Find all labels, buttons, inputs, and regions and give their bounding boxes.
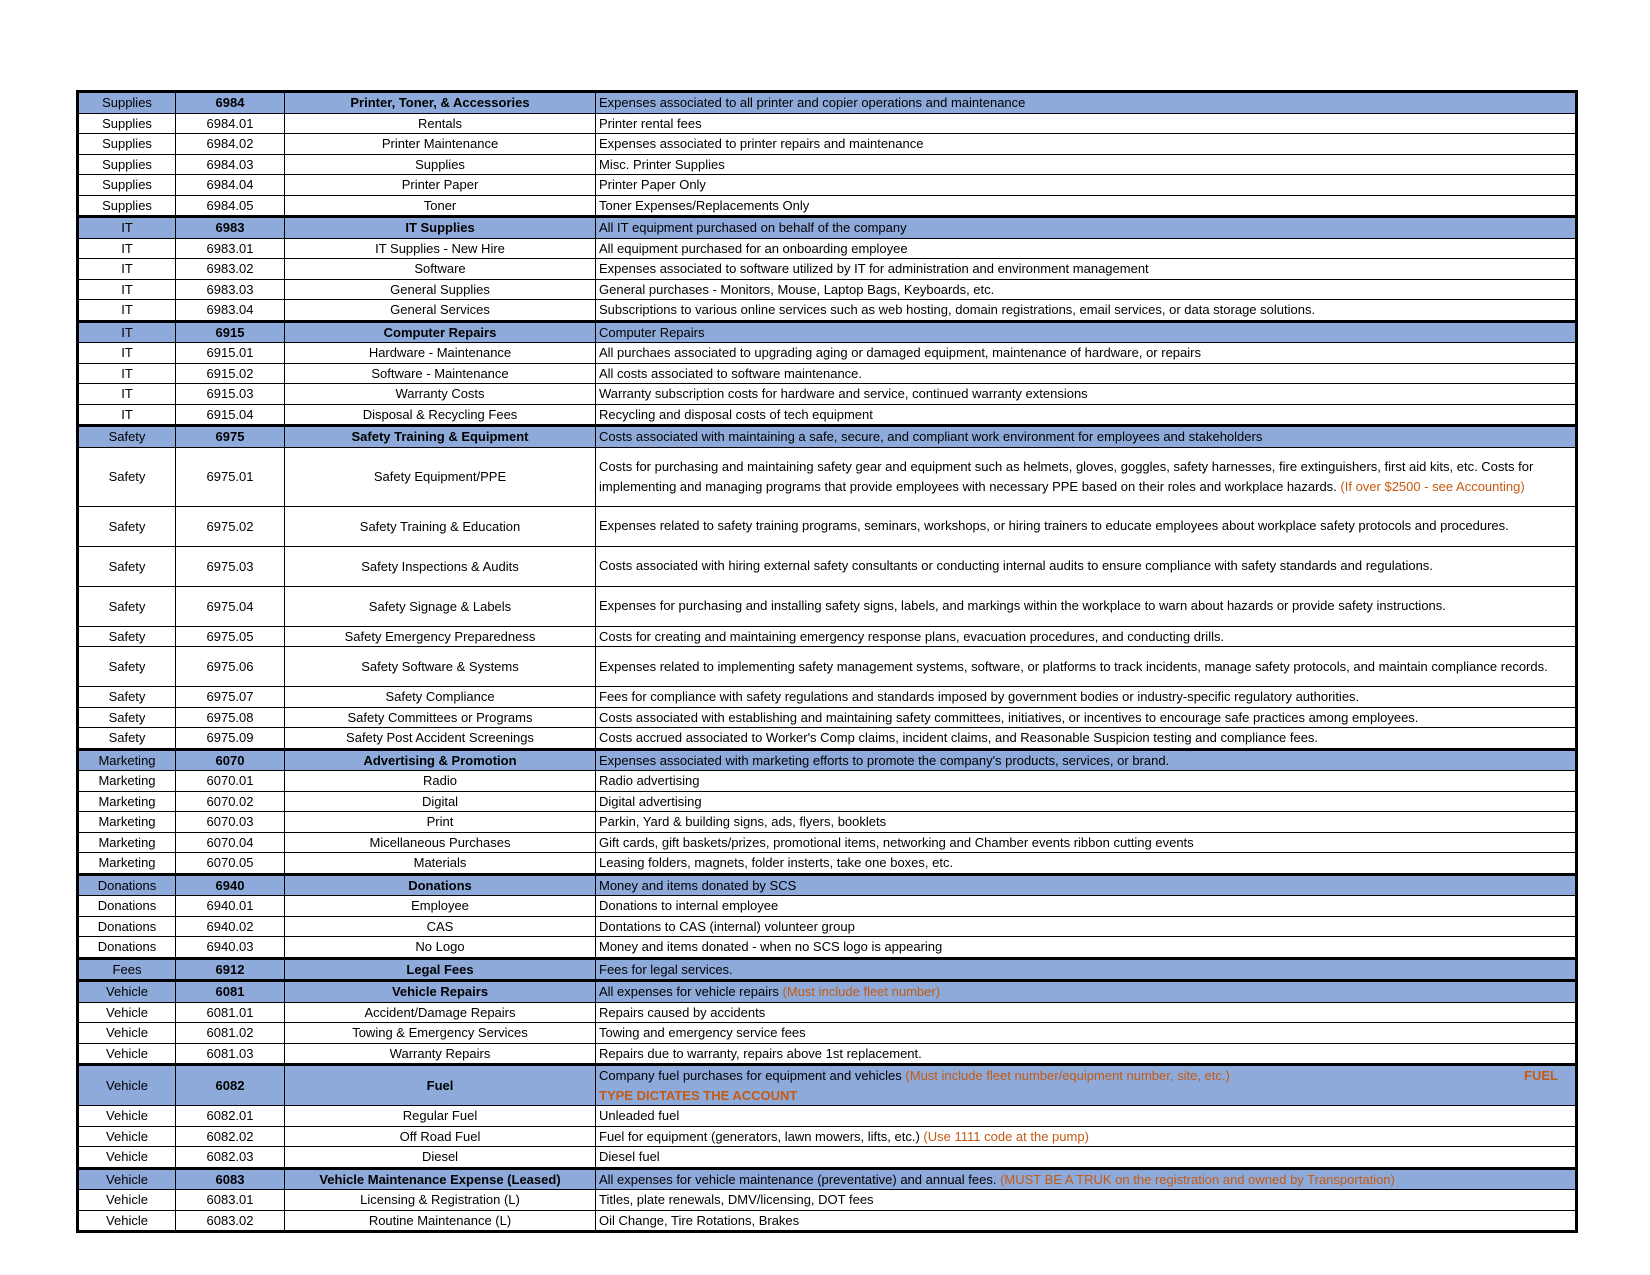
code-cell: 6081.01 [176,1002,285,1023]
code-cell: 6070.05 [176,853,285,875]
dept-cell: Donations [79,916,176,937]
dept-cell: Safety [79,426,176,448]
registration-note: (MUST BE A TRUK on the registration and owned by Transportation) [996,1171,1395,1187]
description-cell: Recycling and disposal costs of tech equipment [596,404,1576,426]
code-cell: 6975.04 [176,586,285,626]
dept-cell: IT [79,404,176,426]
code-cell: 6984.05 [176,195,285,217]
account-name-cell: Accident/Damage Repairs [285,1002,596,1023]
table-row [79,687,1576,708]
account-name-cell: Safety Compliance [285,687,596,708]
account-name-cell: Printer Maintenance [285,134,596,155]
table-row [79,343,1576,364]
description-cell: Money and items donated by SCS [596,874,1576,896]
description-cell: Printer rental fees [596,113,1576,134]
table-row [79,812,1576,833]
account-name-cell: Warranty Costs [285,384,596,405]
dept-cell: IT [79,384,176,405]
description-cell [596,1065,1576,1106]
table-row [79,506,1576,546]
code-cell: 6940.01 [176,896,285,917]
expense-account-table [76,90,1578,1233]
dept-cell: IT [79,217,176,239]
description-cell: Expenses associated to software utilized by IT for administration and environment management [596,259,1576,280]
description-cell: Fees for legal services. [596,958,1576,981]
table-row [79,853,1576,875]
account-name-cell: Routine Maintenance (L) [285,1210,596,1231]
description-cell: Costs accrued associated to Worker's Comp claims, incident claims, and Reasonable Suspicion testing and compliance fees. [596,728,1576,750]
description-cell: Donations to internal employee [596,896,1576,917]
dept-cell: Donations [79,896,176,917]
code-cell: 6983 [176,217,285,239]
description-cell: All IT equipment purchased on behalf of the company [596,217,1576,239]
dept-cell: Supplies [79,113,176,134]
account-name-cell: Safety Signage & Labels [285,586,596,626]
table-row [79,728,1576,750]
table-row [79,404,1576,426]
code-cell: 6975.03 [176,546,285,586]
code-cell: 6975.07 [176,687,285,708]
dept-cell: Marketing [79,853,176,875]
code-cell: 6070 [176,749,285,771]
accounting-note: (If over $2500 - see Accounting) [1336,478,1525,494]
description-cell: Repairs due to warranty, repairs above 1st replacement. [596,1043,1576,1065]
description-cell: Toner Expenses/Replacements Only [596,195,1576,217]
code-cell: 6915.01 [176,343,285,364]
description-cell: General purchases - Monitors, Mouse, Laptop Bags, Keyboards, etc. [596,279,1576,300]
code-cell: 6081.02 [176,1023,285,1044]
table-row [79,647,1576,687]
account-name-cell: Licensing & Registration (L) [285,1190,596,1211]
code-cell: 6070.03 [176,812,285,833]
dept-cell: IT [79,343,176,364]
dept-cell: Marketing [79,749,176,771]
code-cell: 6983.04 [176,300,285,322]
dept-cell: Marketing [79,832,176,853]
code-cell: 6940.03 [176,937,285,959]
table-row [79,175,1576,196]
table-row [79,916,1576,937]
pump-code-note: (Use 1111 code at the pump) [919,1128,1089,1144]
dept-cell: Donations [79,937,176,959]
account-name-cell: Fuel [285,1065,596,1106]
account-name-cell: Disposal & Recycling Fees [285,404,596,426]
dept-cell: Supplies [79,175,176,196]
account-name-cell: Towing & Emergency Services [285,1023,596,1044]
code-cell: 6915 [176,321,285,343]
account-name-cell: Printer Paper [285,175,596,196]
table-row [79,384,1576,405]
description-cell [596,1168,1576,1190]
description-text: Costs for purchasing and maintaining safety gear and equipment such as helmets, gloves, goggles, safety harnesses, fire extinguishers, first aid kits, etc. Costs for implementing and managing programs that provide employees with necessary PPE based on their roles and workplace hazards. [599,459,1534,494]
description-cell: Misc. Printer Supplies [596,154,1576,175]
description-cell: Gift cards, gift baskets/prizes, promotional items, networking and Chamber events ribbon cutting events [596,832,1576,853]
description-text: Company fuel purchases for equipment and vehicles [599,1068,902,1083]
table-row [79,259,1576,280]
account-name-cell: Donations [285,874,596,896]
table-row [79,195,1576,217]
dept-cell: IT [79,363,176,384]
account-name-cell: IT Supplies - New Hire [285,238,596,259]
description-cell: Oil Change, Tire Rotations, Brakes [596,1210,1576,1231]
account-name-cell: Regular Fuel [285,1106,596,1127]
account-name-cell: Materials [285,853,596,875]
code-cell: 6984.04 [176,175,285,196]
account-name-cell: Rentals [285,113,596,134]
description-cell: All purchaes associated to upgrading aging or damaged equipment, maintenance of hardware, or repairs [596,343,1576,364]
description-cell [596,447,1576,506]
description-cell: Digital advertising [596,791,1576,812]
code-cell: 6940.02 [176,916,285,937]
account-name-cell: Print [285,812,596,833]
description-text: All expenses for vehicle maintenance (preventative) and annual fees. [599,1171,997,1187]
description-cell: Titles, plate renewals, DMV/licensing, DOT fees [596,1190,1576,1211]
account-name-cell: Safety Committees or Programs [285,707,596,728]
account-name-cell: Warranty Repairs [285,1043,596,1065]
dept-cell: Marketing [79,791,176,812]
fleet-number-note: (Must include fleet number) [778,984,941,999]
table-row [79,1147,1576,1169]
code-cell: 6984 [176,93,285,114]
description-cell: Warranty subscription costs for hardware and service, continued warranty extensions [596,384,1576,405]
description-cell: Repairs caused by accidents [596,1002,1576,1023]
table-row [79,1002,1576,1023]
dept-cell: Vehicle [79,1190,176,1211]
table-row [79,279,1576,300]
description-text: Fuel for equipment (generators, lawn mowers, lifts, etc.) [599,1128,920,1144]
dept-cell: Vehicle [79,981,176,1003]
dept-cell: IT [79,238,176,259]
account-name-cell: Safety Training & Equipment [285,426,596,448]
code-cell: 6915.03 [176,384,285,405]
code-cell: 6984.03 [176,154,285,175]
dept-cell: Vehicle [79,1023,176,1044]
description-cell: Computer Repairs [596,321,1576,343]
table-row [79,300,1576,322]
dept-cell: IT [79,300,176,322]
account-header-row [79,426,1576,448]
fuel-type-note-line2: TYPE DICTATES THE ACCOUNT [599,1087,798,1103]
fleet-number-note: (Must include fleet number/equipment number, site, etc.) [901,1068,1230,1083]
description-cell: All equipment purchased for an onboarding employee [596,238,1576,259]
description-cell: Fees for compliance with safety regulations and standards imposed by government bodies or industry-specific regulatory authorities. [596,687,1576,708]
dept-cell: IT [79,321,176,343]
code-cell: 6975.08 [176,707,285,728]
fuel-type-note: FUEL [1524,1068,1558,1083]
account-name-cell: Printer, Toner, & Accessories [285,93,596,114]
dept-cell: Vehicle [79,1168,176,1190]
dept-cell: Safety [79,707,176,728]
dept-cell: Fees [79,958,176,981]
dept-cell: Safety [79,546,176,586]
account-name-cell: Safety Post Accident Screenings [285,728,596,750]
code-cell: 6975.05 [176,626,285,647]
description-cell: Subscriptions to various online services such as web hosting, domain registrations, email services, or data storage solutions. [596,300,1576,322]
dept-cell: Safety [79,728,176,750]
table-row [79,1190,1576,1211]
code-cell: 6975 [176,426,285,448]
account-name-cell: Software [285,259,596,280]
dept-cell: Vehicle [79,1106,176,1127]
table-row [79,1210,1576,1231]
table-row [79,626,1576,647]
code-cell: 6940 [176,874,285,896]
account-name-cell: Toner [285,195,596,217]
description-cell: Unleaded fuel [596,1106,1576,1127]
code-cell: 6983.01 [176,238,285,259]
dept-cell: Safety [79,647,176,687]
table-row [79,1043,1576,1065]
dept-cell: Safety [79,506,176,546]
table-row [79,546,1576,586]
table-row [79,1023,1576,1044]
account-name-cell: Radio [285,771,596,792]
dept-cell: Safety [79,626,176,647]
code-cell: 6082.01 [176,1106,285,1127]
dept-cell: Safety [79,447,176,506]
table-row [79,1106,1576,1127]
dept-cell: Donations [79,874,176,896]
description-cell: Expenses associated with marketing efforts to promote the company's products, services, or brand. [596,749,1576,771]
account-name-cell: Software - Maintenance [285,363,596,384]
dept-cell: Marketing [79,812,176,833]
description-cell [596,981,1576,1003]
dept-cell: Vehicle [79,1065,176,1106]
table-row [79,113,1576,134]
dept-cell: Vehicle [79,1210,176,1231]
account-name-cell: Safety Inspections & Audits [285,546,596,586]
description-cell: Dontations to CAS (internal) volunteer group [596,916,1576,937]
account-name-cell: Computer Repairs [285,321,596,343]
code-cell: 6983.03 [176,279,285,300]
account-name-cell: General Supplies [285,279,596,300]
dept-cell: Supplies [79,134,176,155]
description-cell: Expenses related to implementing safety management systems, software, or platforms to track incidents, manage safety protocols, and maintain compliance records. [596,647,1576,687]
description-cell: Expenses associated to printer repairs and maintenance [596,134,1576,155]
table-row [79,791,1576,812]
description-cell: Money and items donated - when no SCS logo is appearing [596,937,1576,959]
account-header-row [79,1168,1576,1190]
account-header-row [79,749,1576,771]
account-header-row [79,217,1576,239]
description-cell: Costs associated with hiring external safety consultants or conducting internal audits to ensure compliance with safety standards and regulations. [596,546,1576,586]
dept-cell: Vehicle [79,1126,176,1147]
account-name-cell: IT Supplies [285,217,596,239]
table-row [79,707,1576,728]
dept-cell: Vehicle [79,1043,176,1065]
code-cell: 6081.03 [176,1043,285,1065]
code-cell: 6975.06 [176,647,285,687]
description-text: All expenses for vehicle repairs [599,984,779,999]
dept-cell: IT [79,259,176,280]
account-name-cell: Employee [285,896,596,917]
description-cell: Costs associated with maintaining a safe, secure, and compliant work environment for employees and stakeholders [596,426,1576,448]
account-name-cell: General Services [285,300,596,322]
description-cell: Expenses related to safety training programs, seminars, workshops, or hiring trainers to educate employees about workplace safety protocols and procedures. [596,506,1576,546]
account-name-cell: Supplies [285,154,596,175]
account-name-cell: CAS [285,916,596,937]
description-cell: Printer Paper Only [596,175,1576,196]
code-cell: 6984.02 [176,134,285,155]
description-cell [596,1126,1576,1147]
account-header-row [79,321,1576,343]
account-name-cell: Vehicle Maintenance Expense (Leased) [285,1168,596,1190]
account-name-cell: Safety Training & Education [285,506,596,546]
table-row [79,832,1576,853]
description-cell: Costs for creating and maintaining emergency response plans, evacuation procedures, and conducting drills. [596,626,1576,647]
account-name-cell: Digital [285,791,596,812]
account-name-cell: Legal Fees [285,958,596,981]
account-header-row [79,93,1576,114]
description-cell: All costs associated to software maintenance. [596,363,1576,384]
code-cell: 6975.02 [176,506,285,546]
code-cell: 6984.01 [176,113,285,134]
table-row [79,238,1576,259]
account-name-cell: Safety Equipment/PPE [285,447,596,506]
table-row [79,937,1576,959]
code-cell: 6070.04 [176,832,285,853]
dept-cell: IT [79,279,176,300]
description-cell: Leasing folders, magnets, folder insterts, take one boxes, etc. [596,853,1576,875]
code-cell: 6083 [176,1168,285,1190]
account-header-row [79,874,1576,896]
table-row [79,771,1576,792]
dept-cell: Supplies [79,154,176,175]
table-row [79,363,1576,384]
code-cell: 6070.02 [176,791,285,812]
account-name-cell: Hardware - Maintenance [285,343,596,364]
table-row [79,586,1576,626]
dept-cell: Safety [79,687,176,708]
code-cell: 6083.02 [176,1210,285,1231]
account-name-cell: No Logo [285,937,596,959]
description-cell: Diesel fuel [596,1147,1576,1169]
description-cell: Expenses associated to all printer and copier operations and maintenance [596,93,1576,114]
account-header-row [79,958,1576,981]
table-row [79,896,1576,917]
table-row [79,1126,1576,1147]
code-cell: 6983.02 [176,259,285,280]
account-header-row [79,1065,1576,1106]
account-name-cell: Off Road Fuel [285,1126,596,1147]
code-cell: 6081 [176,981,285,1003]
description-cell: Costs associated with establishing and maintaining safety committees, initiatives, or incentives to encourage safe practices among employees. [596,707,1576,728]
table-row [79,134,1576,155]
table-row [79,154,1576,175]
dept-cell: Vehicle [79,1147,176,1169]
dept-cell: Safety [79,586,176,626]
account-name-cell: Advertising & Promotion [285,749,596,771]
dept-cell: Vehicle [79,1002,176,1023]
code-cell: 6082.03 [176,1147,285,1169]
description-cell: Radio advertising [596,771,1576,792]
dept-cell: Supplies [79,195,176,217]
account-name-cell: Vehicle Repairs [285,981,596,1003]
description-cell: Towing and emergency service fees [596,1023,1576,1044]
code-cell: 6915.04 [176,404,285,426]
description-cell: Expenses for purchasing and installing safety signs, labels, and markings within the workplace to warn about hazards or provide safety instructions. [596,586,1576,626]
account-name-cell: Safety Software & Systems [285,647,596,687]
account-name-cell: Diesel [285,1147,596,1169]
dept-cell: Supplies [79,93,176,114]
account-name-cell: Safety Emergency Preparedness [285,626,596,647]
code-cell: 6975.01 [176,447,285,506]
code-cell: 6070.01 [176,771,285,792]
code-cell: 6082 [176,1065,285,1106]
code-cell: 6083.01 [176,1190,285,1211]
table-row [79,447,1576,506]
code-cell: 6915.02 [176,363,285,384]
code-cell: 6912 [176,958,285,981]
dept-cell: Marketing [79,771,176,792]
description-cell: Parkin, Yard & building signs, ads, flyers, booklets [596,812,1576,833]
code-cell: 6975.09 [176,728,285,750]
code-cell: 6082.02 [176,1126,285,1147]
account-header-row [79,981,1576,1003]
account-name-cell: Micellaneous Purchases [285,832,596,853]
